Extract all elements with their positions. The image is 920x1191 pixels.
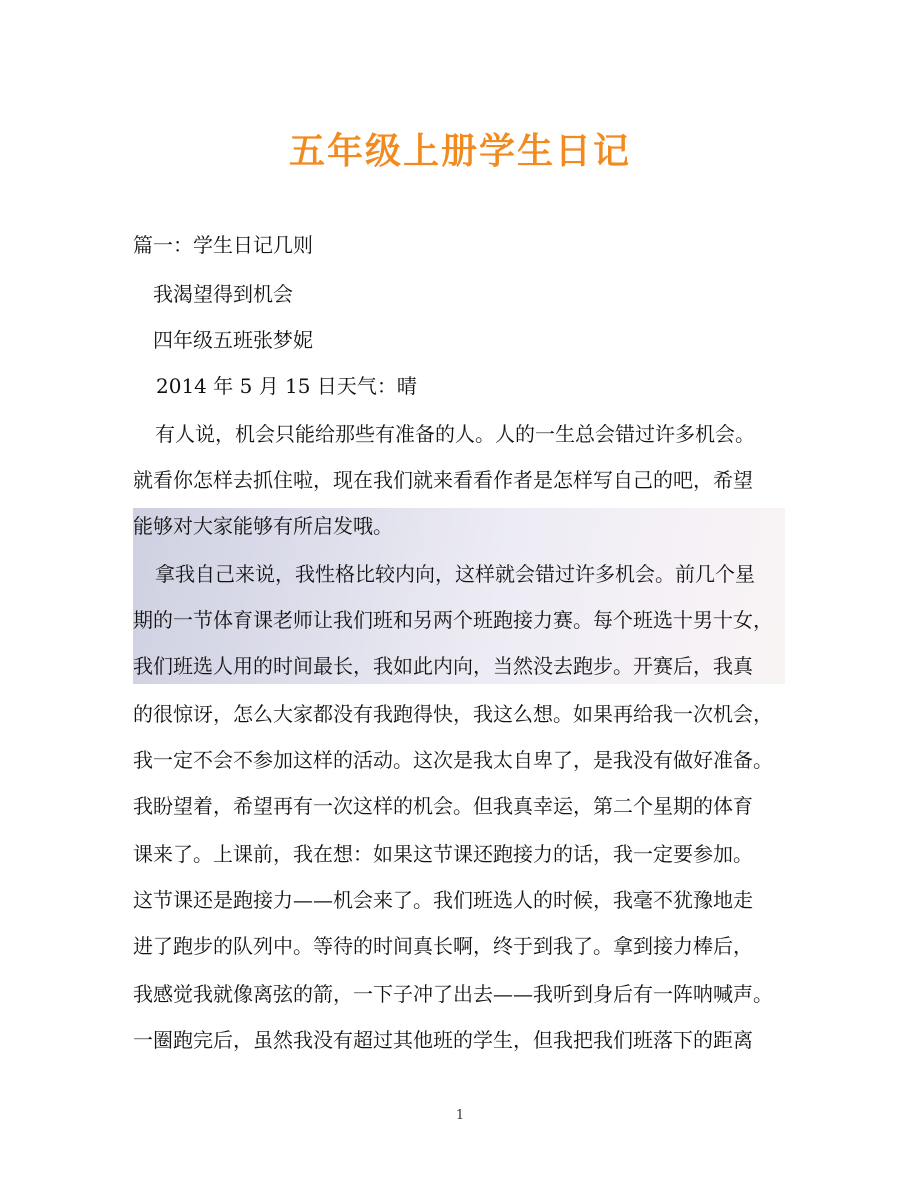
body-line: 我一定不会不参加这样的活动。这次是我太自卑了，是我没有做好准备。 — [133, 748, 773, 772]
body-line: 我感觉我就像离弦的箭，一下子冲了出去——我听到身后有一阵呐喊声。 — [133, 982, 773, 1006]
date-line: 2014 年 5 月 15 日天气：晴 — [156, 374, 417, 398]
body-line: 就看你怎样去抓住啦，现在我们就来看看作者是怎样写自己的吧，希望 — [133, 468, 753, 492]
body-line: 这节课还是跑接力——机会来了。我们班选人的时候，我毫不犹豫地走 — [133, 888, 753, 912]
body-line: 一圈跑完后，虽然我没有超过其他班的学生，但我把我们班落下的距离 — [133, 1028, 753, 1052]
diary-title: 我渴望得到机会 — [153, 282, 293, 306]
page-number: 1 — [455, 1108, 465, 1123]
body-line: 进了跑步的队列中。等待的时间真长啊，终于到我了。拿到接力棒后， — [133, 934, 753, 958]
body-line: 拿我自己来说，我性格比较内向，这样就会错过许多机会。前几个星 — [155, 562, 755, 586]
body-line: 能够对大家能够有所启发哦。 — [133, 514, 393, 538]
body-line: 期的一节体育课老师让我们班和另两个班跑接力赛。每个班选十男十女， — [133, 608, 773, 632]
body-line: 的很惊讶，怎么大家都没有我跑得快，我这么想。如果再给我一次机会， — [133, 702, 773, 726]
author-line: 四年级五班张梦妮 — [153, 328, 313, 352]
body-line: 我们班选人用的时间最长，我如此内向，当然没去跑步。开赛后，我真 — [133, 654, 753, 678]
body-line: 我盼望着，希望再有一次这样的机会。但我真幸运，第二个星期的体育 — [133, 794, 753, 818]
body-line: 有人说，机会只能给那些有准备的人。人的一生总会错过许多机会。 — [155, 422, 755, 446]
page-title: 五年级上册学生日记 — [288, 131, 631, 172]
section-heading: 篇一：学生日记几则 — [133, 233, 313, 257]
body-line: 课来了。上课前，我在想：如果这节课还跑接力的话，我一定要参加。 — [133, 842, 753, 866]
